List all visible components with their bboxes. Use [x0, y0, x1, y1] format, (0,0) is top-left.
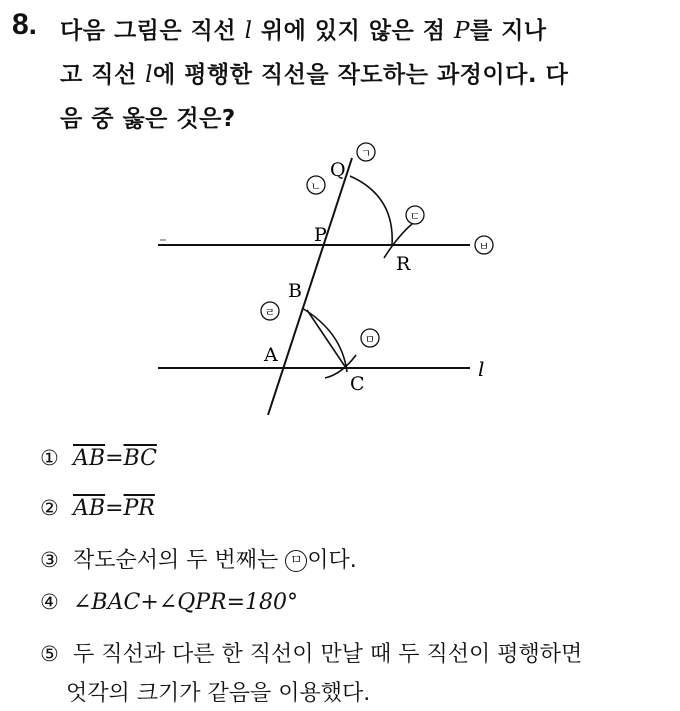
segment: $\overline{PR}$	[123, 496, 155, 521]
question-line-3: 음 중 옳은 것은?	[60, 106, 236, 132]
label-l: l	[478, 357, 485, 381]
angle-expression: ∠BAC+∠QPR=180°	[73, 590, 299, 615]
math-p: P	[454, 18, 470, 44]
step-mark-b	[475, 236, 493, 254]
choice-1[interactable]	[40, 446, 157, 471]
arc-bc	[302, 308, 347, 372]
math-l: l	[145, 62, 154, 88]
math-l: l	[244, 18, 253, 44]
choice-number: ①	[40, 446, 59, 470]
choice-text: 작도순서의 두 번째는	[73, 548, 286, 573]
transversal-line	[268, 158, 352, 415]
segment: $\overline{AB}$	[73, 496, 106, 521]
question-text: 고 직선	[60, 62, 146, 88]
question-text: 에 평행한 직선을 작도하는 과정이다. 다	[153, 62, 569, 88]
operator: =	[105, 496, 124, 521]
choice-text: 이다.	[307, 548, 357, 573]
label-r: R	[396, 253, 411, 275]
question-text: 다음 그림은 직선	[60, 18, 245, 44]
arc-qr	[350, 176, 392, 245]
label-q: Q	[330, 159, 346, 181]
choice-3[interactable]	[40, 543, 357, 574]
svg-text:ㅁ: ㅁ	[364, 333, 376, 346]
question-number: 8.	[12, 8, 38, 41]
question-text: 를 지나	[469, 18, 547, 44]
label-b: B	[288, 280, 302, 302]
step-mark-r	[261, 302, 279, 320]
choice-number: ②	[40, 496, 59, 520]
question-text: 위에 있지 않은 점	[252, 18, 454, 44]
segment: $\overline{AB}$	[73, 446, 106, 471]
step-mark-g	[357, 143, 375, 161]
step-mark-d	[406, 206, 424, 224]
choice-5-continued	[66, 676, 370, 707]
choice-2[interactable]	[40, 496, 155, 521]
step-mark-m	[361, 329, 379, 347]
choice-text: 두 직선과 다른 한 직선이 만날 때 두 직선이 평행하면	[73, 642, 583, 667]
svg-text:ㅂ: ㅂ	[478, 240, 490, 253]
choice-number: ④	[40, 590, 59, 614]
operator: =	[105, 446, 124, 471]
circled-mark: ㅁ	[285, 550, 307, 572]
svg-text:ㄱ: ㄱ	[360, 147, 372, 160]
choice-5[interactable]	[40, 637, 582, 668]
choice-4[interactable]	[40, 590, 298, 615]
choice-number: ⑤	[40, 642, 59, 666]
svg-text:ㄷ: ㄷ	[409, 210, 421, 223]
chord-bc	[307, 310, 346, 368]
svg-text:ㄴ: ㄴ	[310, 180, 322, 193]
svg-text:ㄹ: ㄹ	[264, 306, 276, 319]
step-mark-n	[307, 176, 325, 194]
choice-number: ③	[40, 548, 59, 572]
choice-text: 엇각의 크기가 같음을 이용했다.	[66, 681, 371, 706]
label-c: C	[350, 373, 365, 395]
label-a: A	[264, 344, 278, 366]
segment: $\overline{BC}$	[123, 446, 157, 471]
label-p: P	[314, 224, 327, 246]
